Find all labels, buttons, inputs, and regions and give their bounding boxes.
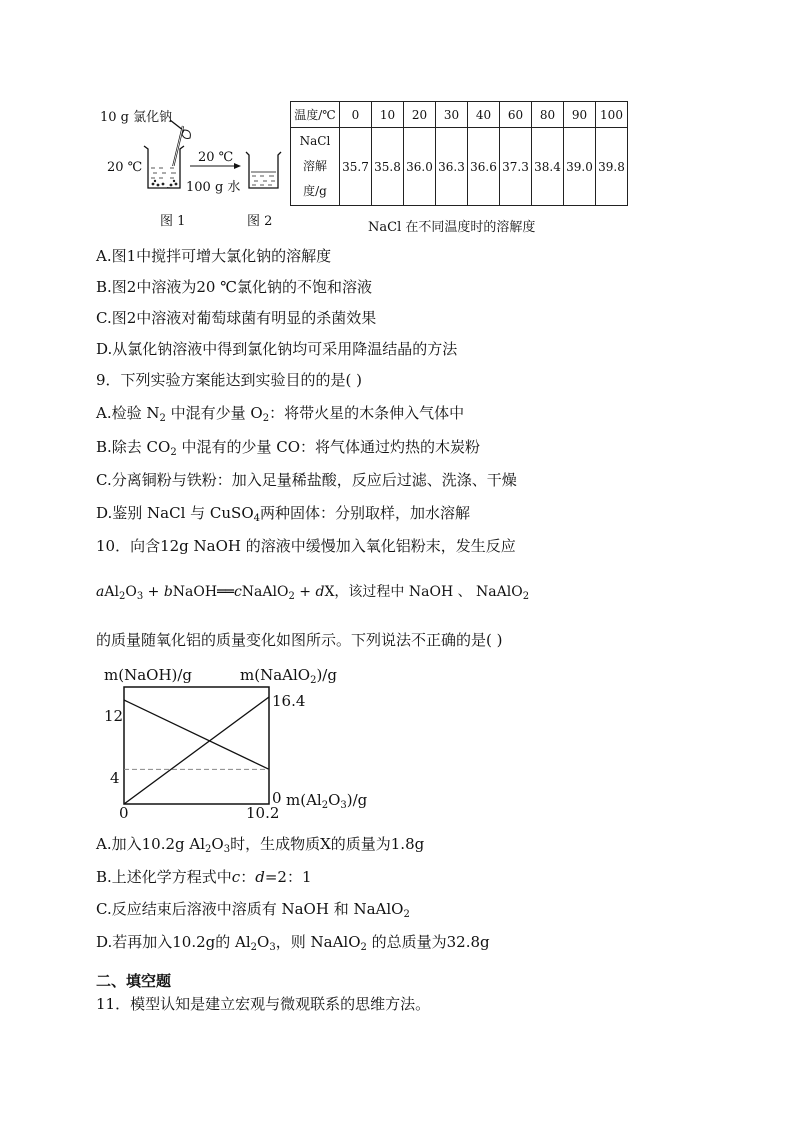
table-temp: 90 (564, 102, 596, 128)
tick-label-16-4: 16.4 (272, 692, 306, 710)
q9-option-c: C.分离铜粉与铁粉：加入足量稀盐酸，反应后过滤、洗涤、干燥 (96, 471, 517, 489)
row-label-line: 度/g (303, 184, 327, 198)
figure-beakers (100, 104, 290, 229)
beaker-top-label: 10 g 氯化钠 (100, 110, 173, 125)
tick-label-0-left: 0 (119, 804, 129, 822)
solubility-table (290, 101, 628, 206)
mass-graph (100, 664, 380, 824)
q8-option-d: D.从氯化钠溶液中得到氯化钠均可采用降温结晶的方法 (96, 340, 458, 358)
beaker-1-icon (144, 146, 184, 188)
table-value: 36.3 (436, 128, 468, 206)
arrow-temp-label: 20 ℃ (198, 150, 234, 165)
q10-option-c: C.反应结束后溶液中溶质有 NaOH 和 NaAlO$_2$ (96, 900, 410, 920)
table-temp: 60 (500, 102, 532, 128)
table-value: 36.6 (468, 128, 500, 206)
beaker-2-icon (246, 152, 281, 188)
series-naalo2-line (124, 697, 269, 804)
water-label: 100 g 水 (186, 180, 241, 195)
plot-frame (124, 687, 269, 804)
q8-option-a: A.图1中搅拌可增大氯化钠的溶解度 (96, 247, 332, 265)
table-value: 39.0 (564, 128, 596, 206)
table-caption: NaCl 在不同温度时的溶解度 (368, 220, 536, 235)
table-value: 39.8 (596, 128, 628, 206)
temp-left-label: 20 ℃ (107, 160, 143, 175)
tick-label-4: 4 (110, 769, 120, 787)
section-heading: 二、填空题 (96, 972, 172, 990)
table-header-label: 温度/℃ (291, 102, 340, 128)
q10-option-d: D.若再加入10.2g的 $Al_2O_3$，则 NaAlO$_2$ 的总质量为32.8g (96, 933, 490, 953)
series-naoh-line (124, 700, 269, 769)
q10-option-b: B.上述化学方程式中c：d=2：1 (96, 868, 312, 886)
table-temp: 100 (596, 102, 628, 128)
q9-option-b: B.除去 $CO_2$ 中混有的少量 CO：将气体通过灼热的木炭粉 (96, 438, 481, 458)
figure-1-caption: 图 1 (160, 214, 186, 229)
table-temp: 30 (436, 102, 468, 128)
q8-option-c: C.图2中溶液对葡萄球菌有明显的杀菌效果 (96, 309, 377, 327)
table-temp: 10 (372, 102, 404, 128)
q10-line3: 的质量随氧化铝的质量变化如图所示。下列说法不正确的是( ) (96, 631, 503, 649)
arrow-icon (190, 163, 241, 169)
table-value: 35.7 (340, 128, 372, 206)
q9-option-a: A.检验 $N_2$ 中混有少量 $O_2$：将带火星的木条伸入气体中 (96, 404, 465, 424)
q10-stem: 10．向含12g NaOH 的溶液中缓慢加入氧化铝粉末，发生反应 (96, 537, 516, 555)
q9-stem: 9．下列实验方案能达到实验目的的是( ) (96, 371, 363, 389)
q10-option-a: A.加入10.2g $Al_2O_3$时，生成物质X的质量为1.8g (96, 835, 425, 855)
q10-equation: $aAl_2O_3$ + bNaOH══cNaAlO$_2$ + dX，该过程中 NaOH 、 NaAlO$_2$ (96, 584, 530, 602)
table-temp: 0 (340, 102, 372, 128)
q9-option-d: D.鉴别 NaCl 与 CuSO$_4$两种固体：分别取样，加水溶解 (96, 504, 471, 524)
table-value: 38.4 (532, 128, 564, 206)
tick-label-12: 12 (104, 707, 124, 725)
table-value: 35.8 (372, 128, 404, 206)
right-axis-label: m(NaAlO$_2$)/g (240, 666, 337, 686)
table-row-label (291, 128, 340, 206)
left-axis-label: m(NaOH)/g (104, 666, 193, 684)
q8-option-b: B.图2中溶液为20 ℃氯化钠的不饱和溶液 (96, 278, 372, 296)
table-value: 36.0 (404, 128, 436, 206)
table-temp: 80 (532, 102, 564, 128)
table-temp: 20 (404, 102, 436, 128)
graph-plot (100, 664, 380, 824)
tick-label-0-right: 0 (272, 789, 282, 807)
row-label-line: NaCl (299, 134, 331, 148)
x-axis-label: $m(Al_2O_3)/g$ (286, 791, 368, 811)
tick-label-10-2: 10.2 (246, 804, 280, 822)
figure-2-caption: 图 2 (247, 214, 273, 229)
row-label-line: 溶解 (302, 159, 327, 173)
beaker-drawing (100, 104, 290, 204)
table-temp: 40 (468, 102, 500, 128)
q11-stem: 11．模型认知是建立宏观与微观联系的思维方法。 (96, 995, 431, 1013)
table-value: 37.3 (500, 128, 532, 206)
